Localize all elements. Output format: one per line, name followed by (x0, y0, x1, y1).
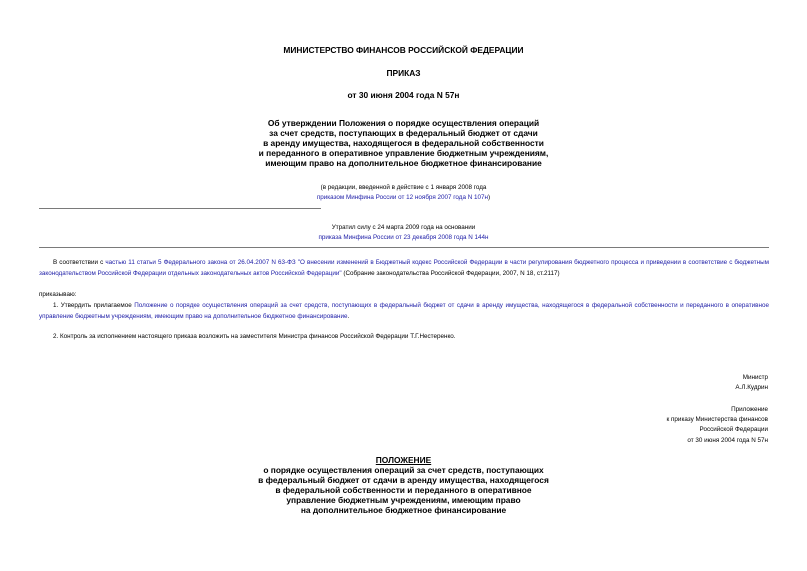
edition-note (0, 183, 807, 203)
title-line: имеющим право на дополнительное бюджетное финансирование (265, 158, 542, 168)
appendix-line: Приложение (731, 406, 768, 413)
doc-type: ПРИКАЗ (386, 68, 421, 78)
divider-long (39, 247, 769, 248)
regulation-title: ПОЛОЖЕНИЕ (375, 455, 432, 465)
regulation-line: на дополнительное бюджетное финансирование (300, 505, 507, 515)
appendix-line: Российской Федерации (699, 426, 768, 434)
preamble-source: (Собрание законодательства Российской Федерации, 2007, N 18, ст.2117) (341, 269, 560, 277)
expired-note-line: Утратил силу с 24 марта 2009 года на основании (331, 224, 476, 231)
title-line: в аренду имущества, находящегося в федеральной собственности (263, 138, 544, 148)
preamble-paragraph (39, 258, 769, 279)
expired-note (0, 223, 807, 243)
regulation-line: управление бюджетным учреждениям, имеющим право (286, 495, 521, 505)
expiry-order-link[interactable]: приказа Минфина России от 23 декабря 2008 года N 144н (318, 234, 489, 241)
regulation-heading (0, 455, 807, 515)
doc-title (0, 118, 807, 168)
order-word: приказываю: (39, 291, 77, 298)
law-title-link[interactable]: "О внесении изменений в Бюджетный кодекс Российской Федерации в части регулирования бюджетного процесса и приведении в соответствие с бюджетным законодательством Российской Федерации отдельных законодательных актов Российской Федерации" (39, 259, 770, 277)
appendix-line: от 30 июня 2004 года N 57н (687, 436, 768, 444)
item1-tail: . (347, 312, 350, 320)
signature-block (735, 373, 768, 393)
ministry-name: МИНИСТЕРСТВО ФИНАНСОВ РОССИЙСКОЙ ФЕДЕРАЦИИ (283, 45, 524, 55)
edition-note-line: (в редакции, введенной в действие с 1 января 2008 года (320, 184, 487, 191)
appendix-block (667, 405, 768, 446)
title-line: за счет средств, поступающих в федеральный бюджет от сдачи (269, 128, 538, 138)
edition-note-tail: ) (488, 194, 491, 201)
signer-name: А.Л.Кудрин (735, 384, 768, 392)
divider-short (39, 208, 321, 209)
law-article-link[interactable]: частью 11 статьи 5 Федерального закона от 26.04.2007 N 63-ФЗ (105, 259, 296, 266)
regulation-line: о порядке осуществления операций за счет средств, поступающих (263, 465, 544, 475)
item1-prefix: 1. Утвердить прилагаемое (53, 302, 135, 309)
regulation-link[interactable]: Положение о порядке осуществления операций за счет средств, поступающих в федеральный бюджет от сдачи в аренду имущества, находящегося в федеральной собственности и переданного в оперативное управление бюджетным учреждениям, имеющим право на дополнительное бюджетное финансирование (39, 302, 769, 320)
signer-position: Министр (742, 374, 768, 381)
edition-note-line2 (0, 193, 807, 203)
edition-order-link[interactable]: приказом Минфина России от 12 ноября 2007 года N 107н (316, 194, 489, 201)
title-line: и переданного в оперативное управление бюджетным учреждениям, (258, 148, 549, 158)
order-item-2: 2. Контроль за исполнением настоящего приказа возложить на заместителя Министра финансов Российской Федерации Т.Г.Нестеренко. (53, 333, 456, 340)
title-line: Об утверждении Положения о порядке осуществления операций (267, 118, 540, 128)
doc-date-number: от 30 июня 2004 года N 57н (347, 90, 460, 100)
regulation-line: в федеральной собственности и переданного в оперативное (275, 485, 532, 495)
preamble-prefix: В соответствии с (53, 259, 106, 266)
regulation-line: в федеральный бюджет от сдачи в аренду имущества, находящегося (258, 475, 549, 485)
appendix-line: к приказу Министерства финансов (666, 416, 768, 424)
order-item-1 (39, 301, 769, 322)
